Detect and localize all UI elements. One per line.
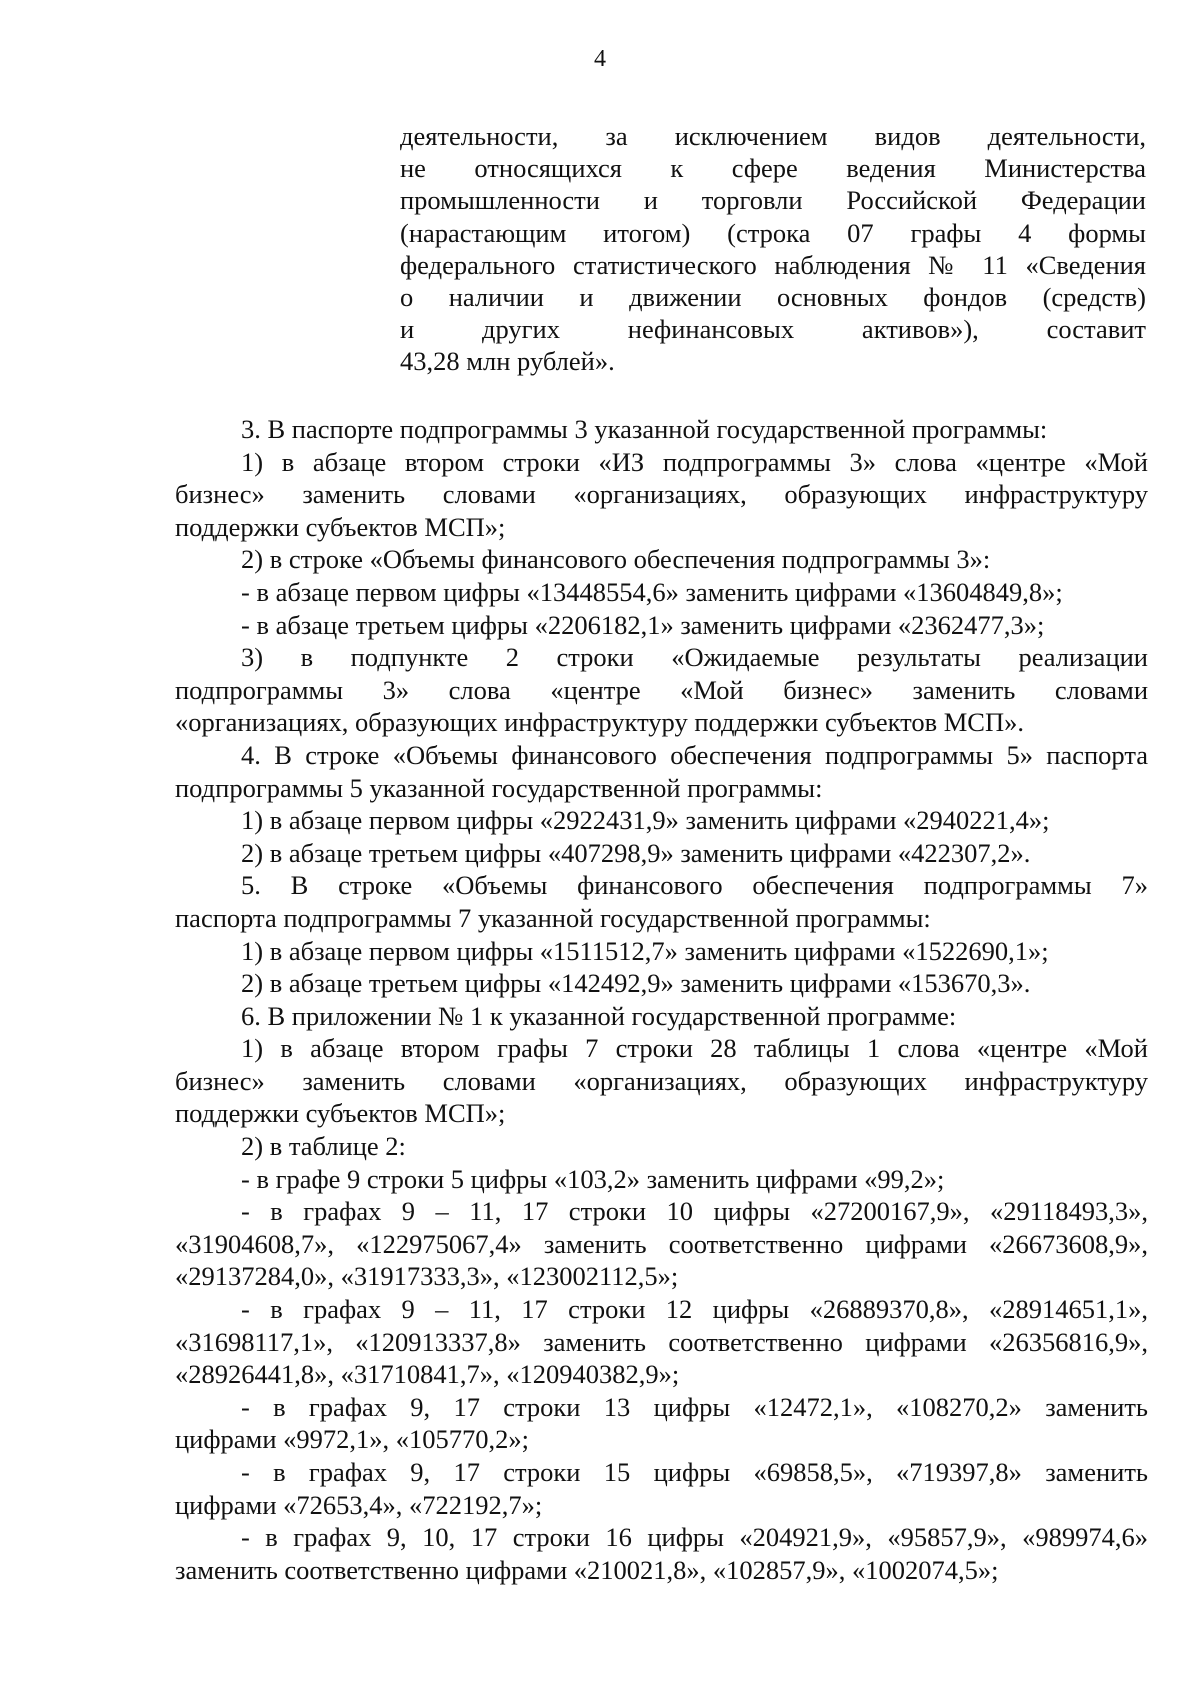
text-line: промышленности и торговли Российской Федерации [400,185,1146,216]
text-line: «31698117,1», «120913337,8» заменить соответственно цифрами «26356816,9», [175,1326,1148,1357]
text-line: «организациях, образующих инфраструктуру поддержки субъектов МСП». [175,707,1024,738]
text-line: бизнес» заменить словами «организациях, образующих инфраструктуру [175,1065,1148,1096]
text-line: «28926441,8», «31710841,7», «120940382,9»; [175,1359,680,1390]
text-line: 5. В строке «Объемы финансового обеспечения подпрограммы 7» [241,870,1148,901]
text-line: «31904608,7», «122975067,4» заменить соответственно цифрами «26673608,9», [175,1228,1148,1259]
text-line: - в графах 9 – 11, 17 строки 10 цифры «27200167,9», «29118493,3», [241,1196,1148,1227]
text-line: (нарастающим итогом) (строка 07 графы 4 формы [400,217,1146,248]
text-line: 1) в абзаце втором строки «ИЗ подпрограммы 3» слова «центре «Мой [241,446,1148,477]
text-line: 2) в абзаце третьем цифры «407298,9» заменить цифрами «422307,2». [241,837,1031,868]
text-line: федерального статистического наблюдения № 11 «Сведения [400,249,1146,280]
document-body [175,413,1148,1586]
text-line: 3. В паспорте подпрограммы 3 указанной государственной программы: [241,414,1048,444]
text-line: подпрограммы 5 указанной государственной программы: [175,772,823,803]
text-line: - в графах 9, 17 строки 15 цифры «69858,5», «719397,8» заменить [241,1457,1148,1487]
text-line: - в графах 9, 17 строки 13 цифры «12472,1», «108270,2» заменить [241,1391,1148,1422]
text-line: - в графе 9 строки 5 цифры «103,2» заменить цифрами «99,2»; [241,1163,945,1194]
text-line: цифрами «9972,1», «105770,2»; [175,1424,529,1455]
continued-paragraph [400,120,1146,378]
text-line: «29137284,0», «31917333,3», «123002112,5»; [175,1261,679,1292]
text-line: - в абзаце первом цифры «13448554,6» заменить цифрами «13604849,8»; [241,576,1063,607]
text-line: - в абзаце третьем цифры «2206182,1» заменить цифрами «2362477,3»; [241,609,1045,640]
text-line: 4. В строке «Объемы финансового обеспечения подпрограммы 5» паспорта [241,739,1148,770]
page-number: 4 [594,46,606,72]
text-line: поддержки субъектов МСП»; [175,1098,506,1129]
text-line: не относящихся к сфере ведения Министерства [400,153,1146,184]
text-line: подпрограммы 3» слова «центре «Мой бизнес» заменить словами [175,674,1148,705]
text-line: 2) в строке «Объемы финансового обеспечения подпрограммы 3»: [241,544,991,575]
text-line: 1) в абзаце первом цифры «2922431,9» заменить цифрами «2940221,4»; [241,805,1050,836]
text-line: поддержки субъектов МСП»; [175,511,506,542]
text-line: 6. В приложении № 1 к указанной государственной программе: [241,1000,957,1031]
text-line: 43,28 млн рублей». [400,346,615,377]
text-line: - в графах 9 – 11, 17 строки 12 цифры «26889370,8», «28914651,1», [241,1294,1148,1325]
text-line: заменить соответственно цифрами «210021,8», «102857,9», «1002074,5»; [175,1554,999,1585]
text-line: паспорта подпрограммы 7 указанной государственной программы: [175,902,931,933]
text-line: 1) в абзаце первом цифры «1511512,7» заменить цифрами «1522690,1»; [241,935,1049,966]
text-line: - в графах 9, 10, 17 строки 16 цифры «204921,9», «95857,9», «989974,6» [241,1522,1148,1553]
text-line: деятельности, за исключением видов деятельности, [400,121,1146,151]
text-line: бизнес» заменить словами «организациях, образующих инфраструктуру [175,479,1148,510]
text-line: и других нефинансовых активов»), составит [400,314,1146,345]
text-line: 3) в подпункте 2 строки «Ожидаемые результаты реализации [241,642,1148,673]
text-line: цифрами «72653,4», «722192,7»; [175,1489,543,1520]
text-line: 1) в абзаце втором графы 7 строки 28 таблицы 1 слова «центре «Мой [241,1033,1148,1064]
text-line: 2) в абзаце третьем цифры «142492,9» заменить цифрами «153670,3». [241,968,1031,999]
text-line: 2) в таблице 2: [241,1131,406,1162]
text-line: о наличии и движении основных фондов (средств) [400,282,1146,313]
